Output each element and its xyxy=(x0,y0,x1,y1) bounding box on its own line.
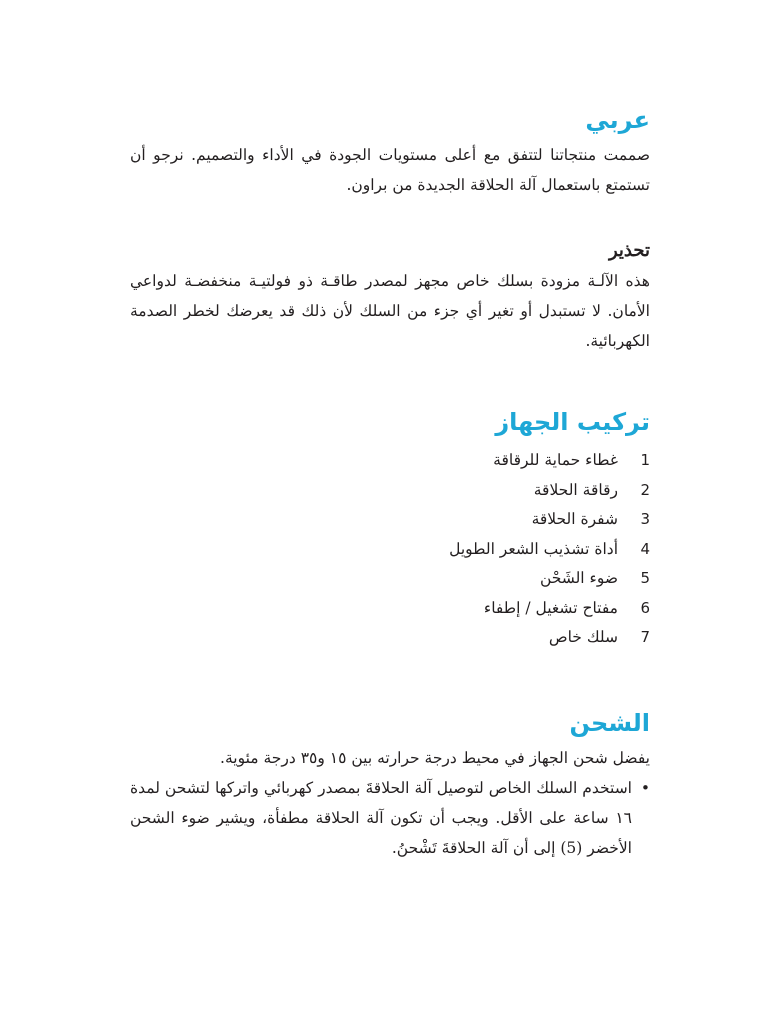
list-item xyxy=(130,505,650,535)
list-item xyxy=(130,446,650,476)
language-heading: عربي xyxy=(585,106,650,134)
part-label: مفتاح تشغيل / إطفاء xyxy=(483,598,618,617)
parts-heading: تركيب الجهاز xyxy=(495,408,650,436)
list-item xyxy=(130,476,650,506)
part-number: 7 xyxy=(640,628,650,646)
part-number: 4 xyxy=(640,539,650,558)
list-item xyxy=(130,594,650,624)
intro-paragraph: صممت منتجاتنا لتتفق مع أعلى مستويات الجودة في الأداء والتصميم. نرجو أن تستمتع باستعمال آلة الحلاقة الجديدة من براون. xyxy=(130,146,650,194)
part-number: 5 xyxy=(640,569,650,587)
warning-section xyxy=(130,236,650,356)
parts-section xyxy=(130,402,650,653)
part-number: 6 xyxy=(640,598,650,617)
charging-paragraph: يفضل شحن الجهاز في محيط درجة حرارته بين ١٥ و٣٥ درجة مئوية. xyxy=(220,748,650,767)
charging-bullet xyxy=(130,773,650,863)
part-label: سلك خاص xyxy=(548,628,618,646)
manual-page xyxy=(130,100,650,863)
list-item xyxy=(130,535,650,565)
part-label: غطاء حماية للرقاقة xyxy=(493,451,618,469)
part-label: أداة تشذيب الشعر الطويل xyxy=(449,539,618,558)
parts-list xyxy=(130,446,650,653)
part-number: 2 xyxy=(640,480,650,499)
part-label: رقاقة الحلاقة xyxy=(533,480,618,499)
part-number: 3 xyxy=(640,510,650,528)
intro-section xyxy=(130,100,650,200)
charging-heading: الشحن xyxy=(569,708,650,737)
bullet-icon: • xyxy=(640,778,650,797)
list-item xyxy=(130,623,650,653)
part-number: 1 xyxy=(640,451,650,469)
warning-heading: تحذير xyxy=(608,240,650,261)
charging-section xyxy=(130,703,650,863)
part-label: شفرة الحلاقة xyxy=(531,510,618,528)
charging-bullet-text: استخدم السلك الخاص لتوصيل آلة الحلاقةَ بمصدر كهربائي واتركها لتشحن لمدة ١٦ ساعة على الأقل. ويجب أن تكون آلة الحلاقة مطفأة، ويشير ضوء الشحن الأخضر (5) إلى أن آلة الحلاقةَ تَشْحنُ. xyxy=(130,778,632,857)
warning-paragraph: هذه الآلـة مزودة بسلك خاص مجهز لمصدر طاقـة ذو فولتيـة منخفضـة لدواعي الأمان. لا تستبدل أو تغير أي جزء من السلك لأن ذلك قد يعرضك لخطر الصدمة الكهربائية. xyxy=(130,272,650,350)
list-item xyxy=(130,564,650,594)
part-label: ضوء الشَحْن xyxy=(539,569,618,587)
